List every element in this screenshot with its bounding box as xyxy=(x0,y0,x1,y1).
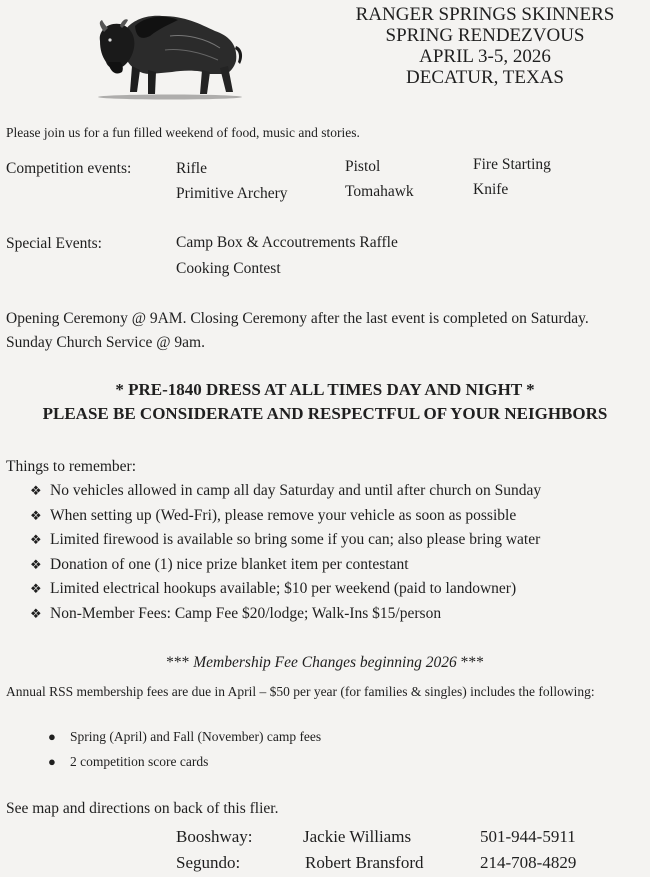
contact-role: Booshway: xyxy=(176,827,253,846)
contact-phone: 214-708-4829 xyxy=(480,853,577,872)
contact-name: Jackie Williams xyxy=(303,827,412,846)
list-item: ❖ When setting up (Wed-Fri), please remove your vehicle as soon as possible xyxy=(30,505,541,530)
bullet-icon: ● xyxy=(48,754,56,769)
competition-event: Primitive Archery xyxy=(176,185,288,202)
header-location: DECATUR, TEXAS xyxy=(406,67,564,88)
bullet-icon: ● xyxy=(48,729,56,744)
list-item: ❖ Limited electrical hookups available; $10 per weekend (paid to landowner) xyxy=(30,578,541,603)
things-title: Things to remember: xyxy=(6,458,136,475)
respect-notice: PLEASE BE CONSIDERATE AND RESPECTFUL OF YOUR NEIGHBORS xyxy=(42,404,608,423)
list-item: ● Spring (April) and Fall (November) camp fees xyxy=(48,727,321,752)
special-event: Cooking Contest xyxy=(176,260,281,277)
competition-event: Fire Starting xyxy=(473,156,551,173)
things-list xyxy=(30,480,541,628)
list-item: ❖ Limited firewood is available so bring some if you can; also please bring water xyxy=(30,529,541,554)
header-subtitle: SPRING RENDEZVOUS xyxy=(385,25,585,46)
contact-role: Segundo: xyxy=(176,853,241,872)
bison-illustration xyxy=(90,6,250,100)
see-map-text: See map and directions on back of this flier. xyxy=(6,800,279,817)
diamond-bullet-icon: ❖ xyxy=(30,556,42,572)
competition-event: Tomahawk xyxy=(345,183,414,200)
list-item: ❖ No vehicles allowed in camp all day Saturday and until after church on Sunday xyxy=(30,480,541,505)
diamond-bullet-icon: ❖ xyxy=(30,581,42,597)
competition-event: Knife xyxy=(473,181,509,198)
list-item: ❖ Non-Member Fees: Camp Fee $20/lodge; Walk-Ins $15/person xyxy=(30,603,541,628)
special-event: Camp Box & Accoutrements Raffle xyxy=(176,234,398,251)
diamond-bullet-icon: ❖ xyxy=(30,507,42,523)
list-item: ❖ Donation of one (1) nice prize blanket item per contestant xyxy=(30,554,541,579)
intro-text: Please join us for a fun filled weekend of food, music and stories. xyxy=(6,125,360,140)
competition-event: Pistol xyxy=(345,158,381,175)
ceremony-text: Opening Ceremony @ 9AM. Closing Ceremony after the last event is completed on Saturday. Sunday Church Service @ 9am. xyxy=(6,310,589,351)
membership-title: *** Membership Fee Changes beginning 2026 *** xyxy=(166,654,484,671)
list-item: ● 2 competition score cards xyxy=(48,752,321,777)
membership-list xyxy=(48,727,321,777)
special-events-label: Special Events: xyxy=(6,235,102,252)
dress-notice: * PRE-1840 DRESS AT ALL TIMES DAY AND NIGHT * xyxy=(115,380,535,399)
header-date: APRIL 3-5, 2026 xyxy=(419,46,551,67)
contact-name: Robert Bransford xyxy=(305,853,424,872)
flier-header xyxy=(330,4,640,88)
contact-phone: 501-944-5911 xyxy=(480,827,576,846)
header-title: RANGER SPRINGS SKINNERS xyxy=(355,4,615,25)
diamond-bullet-icon: ❖ xyxy=(30,532,42,548)
diamond-bullet-icon: ❖ xyxy=(30,483,42,498)
diamond-bullet-icon: ❖ xyxy=(30,605,42,621)
membership-annual-text: Annual RSS membership fees are due in April – $50 per year (for families & singles) includes the following: xyxy=(6,684,595,699)
competition-event: Rifle xyxy=(176,160,207,177)
competition-label: Competition events: xyxy=(6,160,132,177)
